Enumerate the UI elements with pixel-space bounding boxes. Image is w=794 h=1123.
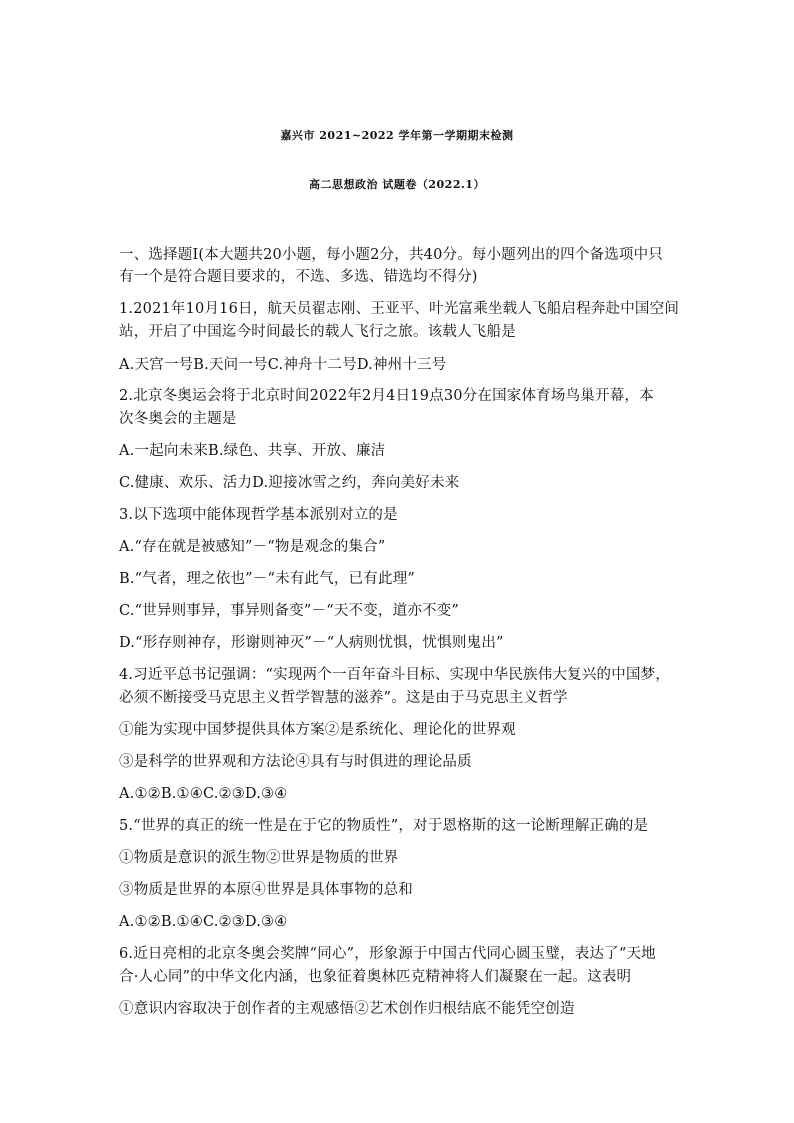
question-3-option-d: D.“形存则神存，形谢则神灭”－“人病则忧惧，忧惧则鬼出” <box>119 635 504 651</box>
section-instructions: 一、选择题I(本大题共20小题，每小题2分，共40分。每小题列出的四个备选项中只 <box>119 247 664 263</box>
question-6: 6.近日亮相的北京冬奥会奖牌“同心”，形象源于中国古代同心圆玉璧，表达了“天地 <box>119 946 656 962</box>
question-1-cont: 站，开启了中国迄今时间最长的载人飞行之旅。该载人飞船是 <box>119 324 516 340</box>
question-4-statements-12: ①能为实现中国梦提供具体方案②是系统化、理论化的世界观 <box>119 722 516 738</box>
question-2-options-cd: C.健康、欢乐、活力D.迎接冰雪之约，奔向美好未来 <box>119 475 460 491</box>
question-3: 3.以下选项中能体现哲学基本派别对立的是 <box>119 507 398 523</box>
question-1: 1.2021年10月16日，航天员翟志刚、王亚平、叶光富乘坐载人飞船启程奔赴中国空间 <box>119 301 680 317</box>
question-4-cont: 必须不断接受马克思主义哲学智慧的滋养”。这是由于马克思主义哲学 <box>119 690 568 706</box>
question-2-cont: 次冬奥会的主题是 <box>119 411 237 427</box>
question-3-option-c: C.“世异则事异，事异则备变”－“天不变，道亦不变” <box>119 603 460 619</box>
section-instructions-cont: 有一个是符合题目要求的，不选、多选、错选均不得分) <box>119 269 478 285</box>
question-5: 5.“世界的真正的统一性是在于它的物质性”，对于恩格斯的这一论断理解正确的是 <box>119 818 649 834</box>
question-3-option-b: B.“气者，理之依也”－“未有此气，已有此理” <box>119 571 416 587</box>
question-6-statements-12: ①意识内容取决于创作者的主观感悟②艺术创作归根结底不能凭空创造 <box>119 1001 575 1017</box>
question-5-options: A.①②B.①④C.②③D.③④ <box>119 914 288 930</box>
question-6-cont: 合·人心同”的中华文化内涵，也象征着奥林匹克精神将人们凝聚在一起。这表明 <box>119 969 632 985</box>
question-4: 4.习近平总书记强调：“实现两个一百年奋斗目标、实现中华民族伟大复兴的中国梦， <box>119 667 671 683</box>
question-5-statements-12: ①物质是意识的派生物②世界是物质的世界 <box>119 850 399 866</box>
exam-title: 嘉兴市 2021~2022 学年第一学期期末检测 <box>280 129 514 142</box>
question-4-options: A.①②B.①④C.②③D.③④ <box>119 786 288 802</box>
question-1-options: A.天宫一号B.天问一号C.神舟十二号D.神州十三号 <box>119 357 447 373</box>
question-4-statements-34: ③是科学的世界观和方法论④具有与时俱进的理论品质 <box>119 754 472 770</box>
question-2-options-ab: A.一起向未来B.绿色、共享、开放、廉洁 <box>119 443 386 459</box>
question-2: 2.北京冬奥运会将于北京时间2022年2月4日19点30分在国家体育场鸟巢开幕，本 <box>119 388 654 404</box>
exam-subtitle: 高二思想政治 试题卷（2022.1） <box>309 178 485 191</box>
question-5-statements-34: ③物质是世界的本原④世界是具体事物的总和 <box>119 882 413 898</box>
question-3-option-a: A.“存在就是被感知”－“物是观念的集合” <box>119 539 386 555</box>
